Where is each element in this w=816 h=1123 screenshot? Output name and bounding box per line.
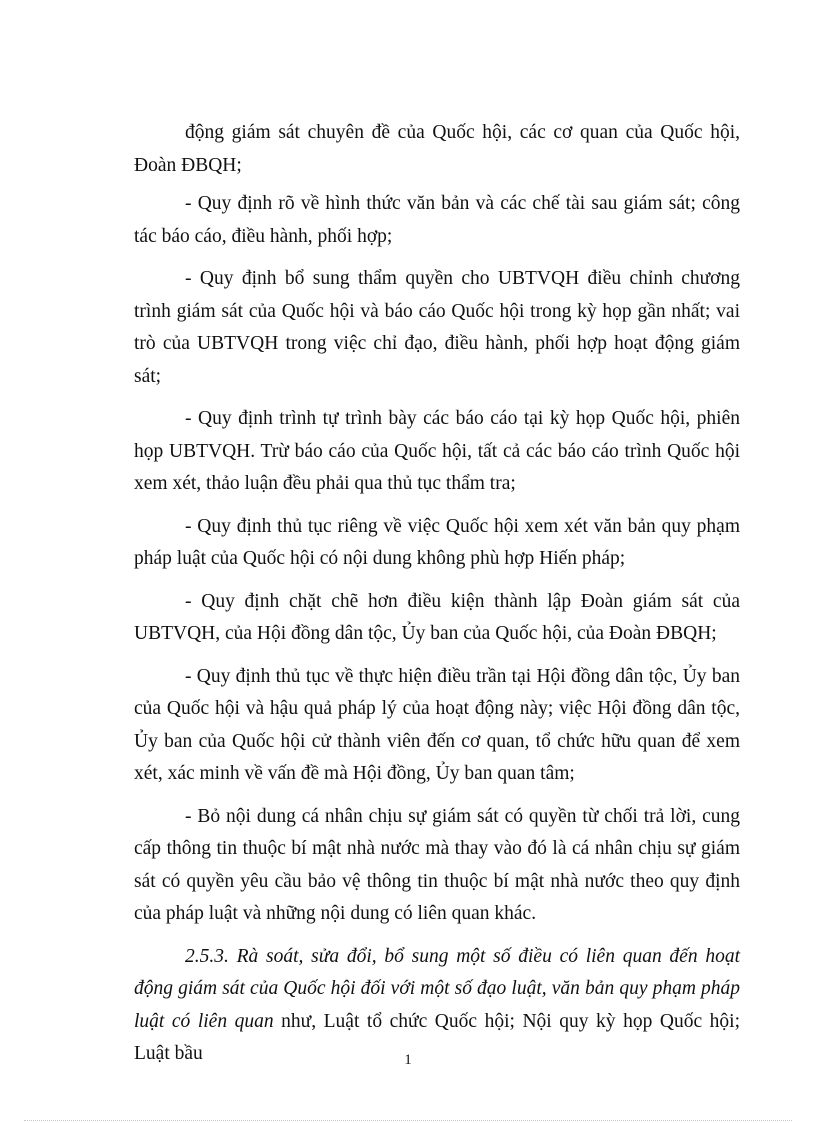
document-body — [134, 117, 740, 1081]
paragraph-hearing-procedure: - Quy định thủ tục về thực hiện điều trần tại Hội đồng dân tộc, Ủy ban của Quốc hội và hậu quả pháp lý của hoạt động này; việc Hội đồng dân tộc, Ủy ban của Quốc hội cử thành viên đến cơ quan, tổ chức hữu quan để xem xét, xác minh về vấn đề mà Hội đồng, Ủy ban quan tâm; — [134, 665, 740, 784]
paragraph-report-form: - Quy định rõ về hình thức văn bản và các chế tài sau giám sát; công tác báo cáo, điều hành, phối hợp; — [134, 193, 740, 247]
paragraph-report-order: - Quy định trình tự trình bày các báo cáo tại kỳ họp Quốc hội, phiên họp UBTVQH. Trừ báo cáo của Quốc hội, tất cả các báo cáo trình Quốc hội xem xét, thảo luận đều phải qua thủ tục thẩm tra; — [134, 408, 740, 494]
paragraph-constitution-review: - Quy định thủ tục riêng về việc Quốc hội xem xét văn bản quy phạm pháp luật của Quốc hội có nội dung không phù hợp Hiến pháp; — [134, 515, 740, 569]
page-number: 1 — [404, 1052, 412, 1068]
section-text-regular: như, Luật tổ chức Quốc hội; Nội quy kỳ họp Quốc hội; Luật bầu — [134, 1010, 740, 1064]
section-heading-italic: 2.5.3. Rà soát, sửa đổi, bổ sung một số điều có liên quan đến hoạt động giám sát của Quốc hội đối với một số đạo luật, văn bản quy phạm pháp luật có liên quan — [134, 945, 740, 1032]
paragraph-section-2-5-3 — [134, 941, 740, 1071]
page-bottom-divider — [24, 1120, 792, 1121]
paragraph-state-secrets: - Bỏ nội dung cá nhân chịu sự giám sát có quyền từ chối trả lời, cung cấp thông tin thuộc bí mật nhà nước mà thay vào đó là cá nhân chịu sự giám sát có quyền yêu cầu bảo vệ thông tin thuộc bí mật nhà nước theo quy định của pháp luật và những nội dung có liên quan khác. — [134, 805, 740, 924]
paragraph-ubtvqh-authority: - Quy định bổ sung thẩm quyền cho UBTVQH điều chỉnh chương trình giám sát của Quốc hội và báo cáo Quốc hội trong kỳ họp gần nhất; vai trò của UBTVQH trong việc chỉ đạo, điều hành, phối hợp hoạt động giám sát; — [134, 268, 740, 387]
paragraph-supervision-delegation: - Quy định chặt chẽ hơn điều kiện thành lập Đoàn giám sát của UBTVQH, của Hội đồng dân tộc, Ủy ban của Quốc hội, của Đoàn ĐBQH; — [134, 590, 740, 644]
paragraph-continuation: động giám sát chuyên đề của Quốc hội, các cơ quan của Quốc hội, Đoàn ĐBQH; — [134, 122, 740, 176]
